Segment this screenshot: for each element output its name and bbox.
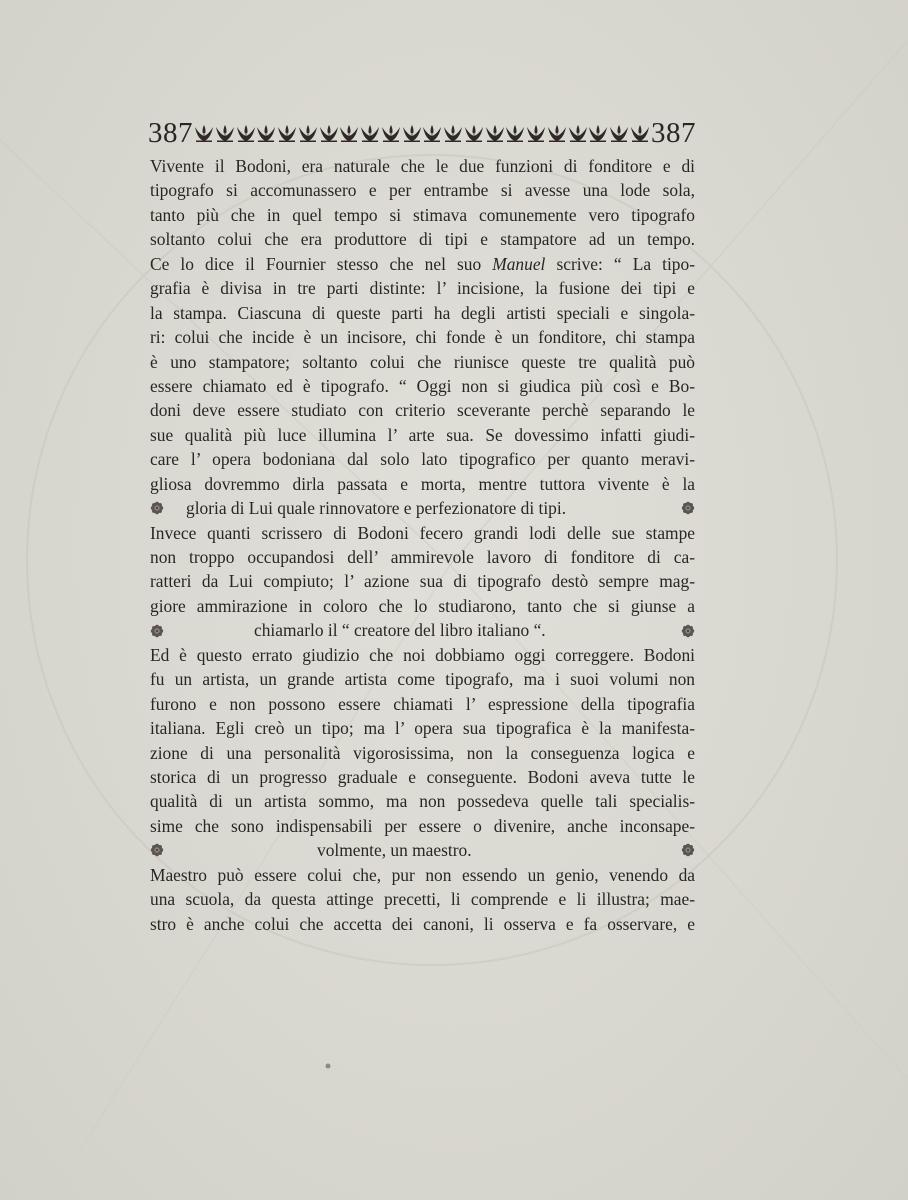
text-line: la stampa. Ciascuna di queste parti ha degli artisti speciali e singola- [150,302,695,323]
tulip-fleuron-icon [339,123,359,143]
closing-text: volmente, un maestro. [317,840,472,861]
italic-title: Manuel [492,253,546,274]
rosette-ornament-icon [681,843,695,857]
closing-text: gloria di Lui quale rinnovatore e perfezionatore di tipi. [186,498,567,519]
text-line: è uno stampatore; soltanto colui che riunisce queste tre qualità può [150,351,695,372]
tulip-fleuron-icon [443,123,463,143]
tulip-fleuron-icon [588,123,608,143]
text-line: Invece quanti scrissero di Bodoni fecero grandi lodi delle sue stampe [150,522,695,543]
text-line: giore ammirazione in coloro che lo studiarono, tanto che si giunse a [150,595,695,616]
text-line: Vivente il Bodoni, era naturale che le due funzioni di fonditore e di [150,156,695,176]
paragraph-closing-line [150,618,695,642]
text-line: furono e non possono essere chiamati l’ espressione della tipografia [150,693,695,714]
text-line: tanto più che in quel tempo si stimava comunemente vero tipografo [150,204,695,225]
text-line: non troppo occupandosi dell’ ammirevole lavoro di fonditore di ca- [150,547,695,567]
text-line: doni deve essere studiato con criterio sceverante perchè separando le [150,400,695,421]
tulip-fleuron-icon [630,123,650,143]
tulip-fleuron-icon [547,123,567,143]
text-line: zione di una personalità vigorosissima, non la conseguenza logica e [150,742,695,763]
tulip-fleuron-icon [381,123,401,143]
text-line: storica di un progresso graduale e conseguente. Bodoni aveva tutte le [150,766,695,787]
text-line: Ed è questo errato giudizio che noi dobbiamo oggi correggere. Bodoni [150,644,695,665]
tulip-fleuron-icon [194,123,214,143]
text-line: ratteri da Lui compiuto; l’ azione sua di tipografo destò sempre mag- [150,571,695,592]
text-line: Maestro può essere colui che, pur non essendo un genio, venendo da [150,864,695,885]
text-line: italiana. Egli creò un tipo; ma l’ opera sua tipografica è la manifesta- [150,718,695,739]
text-line: care l’ opera bodoniana dal solo lato tipografico per quanto meravi- [150,449,695,470]
text-line: sime che sono indispensabili per essere o divenire, anche inconsape- [150,815,695,836]
rosette-ornament-icon [681,501,695,515]
page-number-right: 387 [651,116,696,149]
tulip-fleuron-icon [526,123,546,143]
tulip-fleuron-icon [464,123,484,143]
fleuron-border [194,123,650,143]
tulip-fleuron-icon [215,123,235,143]
tulip-fleuron-icon [319,123,339,143]
text-line: qualità di un artista sommo, ma non possedeva quelle tali specialis- [150,791,695,812]
paragraph-closing-line [150,496,695,520]
text-line: tipografo si accomunassero e per entrambe si avesse una lode sola, [150,180,695,201]
page-number-left: 387 [148,116,193,149]
paragraph-closing-line [150,838,695,862]
text-line: stro è anche colui che accetta dei canoni, li osserva e fa osservare, e [150,913,695,934]
rosette-ornament-icon [150,624,164,638]
tulip-fleuron-icon [298,123,318,143]
page-header [148,114,696,152]
tulip-fleuron-icon [256,123,276,143]
text-line: gliosa dovremmo dirla passata e morta, mentre tuttora vivente è la [150,473,695,494]
tulip-fleuron-icon [609,123,629,143]
text-line: ri: colui che incide è un incisore, chi fonde è un fonditore, chi stampa [150,327,695,348]
text-line: essere chiamato ed è tipografo. “ Oggi non si giudica più così e Bo- [150,375,695,396]
tulip-fleuron-icon [422,123,442,143]
tulip-fleuron-icon [485,123,505,143]
closing-text: chiamarlo il “ creatore del libro italiano “. [254,620,546,641]
text-line: sue qualità più luce illumina l’ arte sua. Se dovessimo infatti giudi- [150,424,695,445]
text-line: grafia è divisa in tre parti distinte: l’ incisione, la fusione dei tipi e [150,278,695,299]
body-text [150,154,695,936]
text-line: Ce lo dice il Fournier stesso che nel suo Manuel scrive: “ La tipo- [150,253,695,274]
rosette-ornament-icon [681,624,695,638]
rosette-ornament-icon [150,501,164,515]
tulip-fleuron-icon [402,123,422,143]
text-line: soltanto colui che era produttore di tipi e stampatore ad un tempo. [150,229,695,250]
tulip-fleuron-icon [277,123,297,143]
text-line: fu un artista, un grande artista come tipografo, ma i suoi volumi non [150,669,695,690]
tulip-fleuron-icon [236,123,256,143]
rosette-ornament-icon [150,843,164,857]
text-line: una scuola, da questa attinge precetti, li comprende e li illustra; mae- [150,889,695,910]
tulip-fleuron-icon [360,123,380,143]
tulip-fleuron-icon [568,123,588,143]
tulip-fleuron-icon [505,123,525,143]
